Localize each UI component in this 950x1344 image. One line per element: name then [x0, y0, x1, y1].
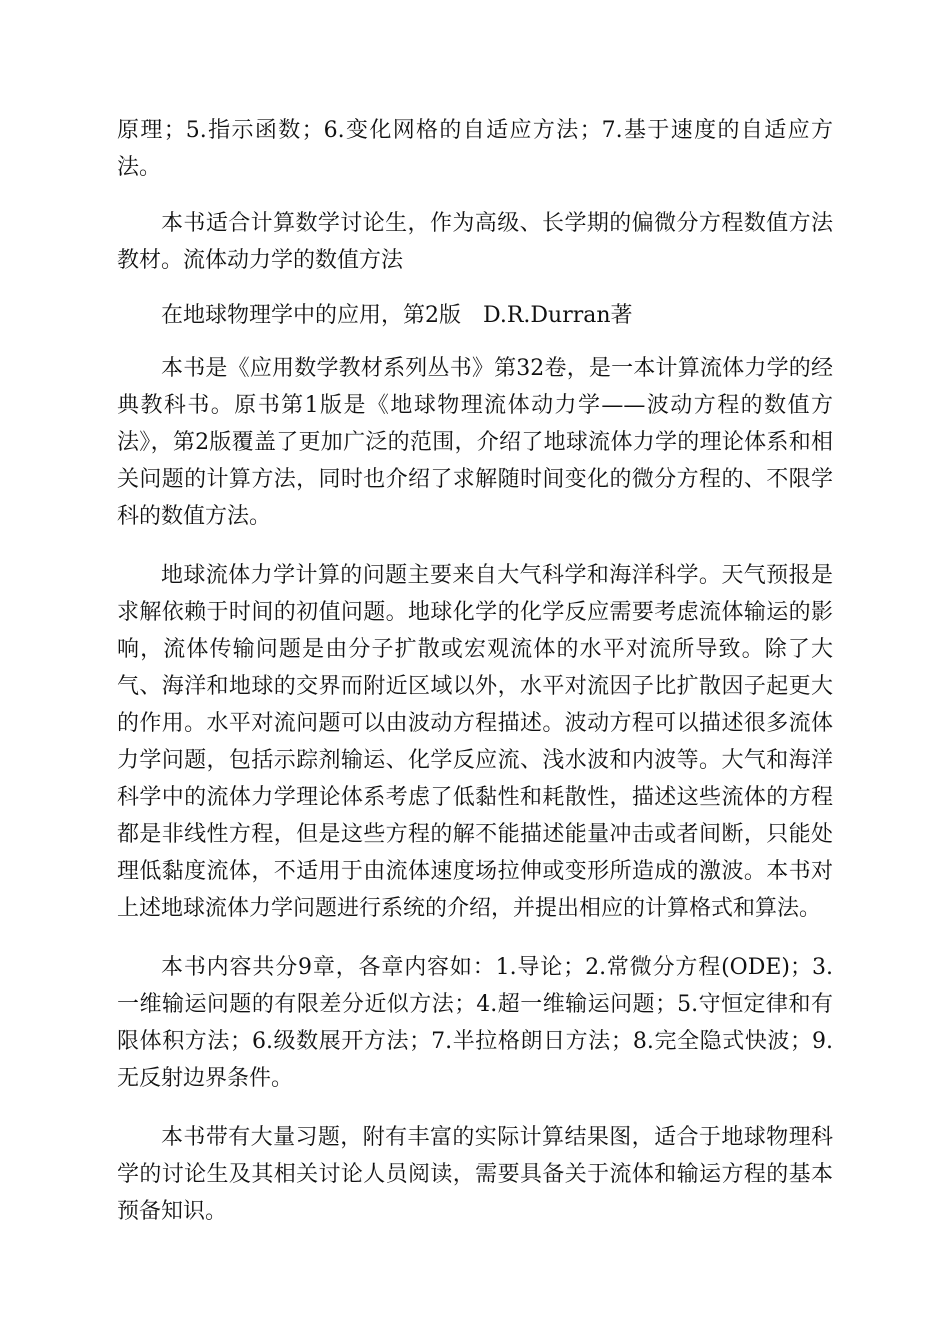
paragraph-book-introduction: 本书是《应用数学教材系列丛书》第32卷，是一本计算流体力学的经典教科书。原书第1版是《地球物理流体动力学——波动方程的数值方法》，第2版覆盖了更加广泛的范围，介绍了地球流体力学的理论体系和相关问题的计算方法，同时也介绍了求解随时间变化的微分方程的、不限学科的数值方法。 — [117, 356, 833, 529]
paragraph-book-audience: 本书适合计算数学讨论生，作为高级、长学期的偏微分方程数值方法教材。流体动力学的数值方法 — [117, 211, 833, 273]
paragraph-book-title-author: 在地球物理学中的应用，第2版 D.R.Durran著 — [161, 303, 633, 328]
paragraph-geophysical-fluid-problems: 地球流体力学计算的问题主要来自大气科学和海洋科学。天气预报是求解依赖于时间的初值问题。地球化学的化学反应需要考虑流体输运的影响，流体传输问题是由分子扩散或宏观流体的水平对流所导致。除了大气、海洋和地球的交界而附近区域以外，水平对流因子比扩散因子起更大的作用。水平对流问题可以由波动方程描述。波动方程可以描述很多流体力学问题，包括示踪剂输运、化学反应流、浅水波和内波等。大气和海洋科学中的流体力学理论体系考虑了低黏性和耗散性，描述这些流体的方程都是非线性方程，但是这些方程的解不能描述能量冲击或者间断，只能处理低黏度流体，不适用于由流体速度场拉伸或变形所造成的激波。本书对上述地球流体力学问题进行系统的介绍，并提出相应的计算格式和算法。 — [117, 563, 833, 921]
paragraph-adaptive-methods-tail: 原理；5.指示函数；6.变化网格的自适应方法；7.基于速度的自适应方法。 — [117, 118, 833, 180]
paragraph-exercises-readers: 本书带有大量习题，附有丰富的实际计算结果图，适合于地球物理科学的讨论生及其相关讨论人员阅读，需要具备关于流体和输运方程的基本预备知识。 — [117, 1125, 833, 1224]
paragraph-chapter-contents: 本书内容共分9章，各章内容如：1.导论；2.常微分方程(ODE)；3.一维输运问题的有限差分近似方法；4.超一维输运问题；5.守恒定律和有限体积方法；6.级数展开方法；7.半拉格朗日方法；8.完全隐式快波；9.无反射边界条件。 — [117, 955, 833, 1091]
